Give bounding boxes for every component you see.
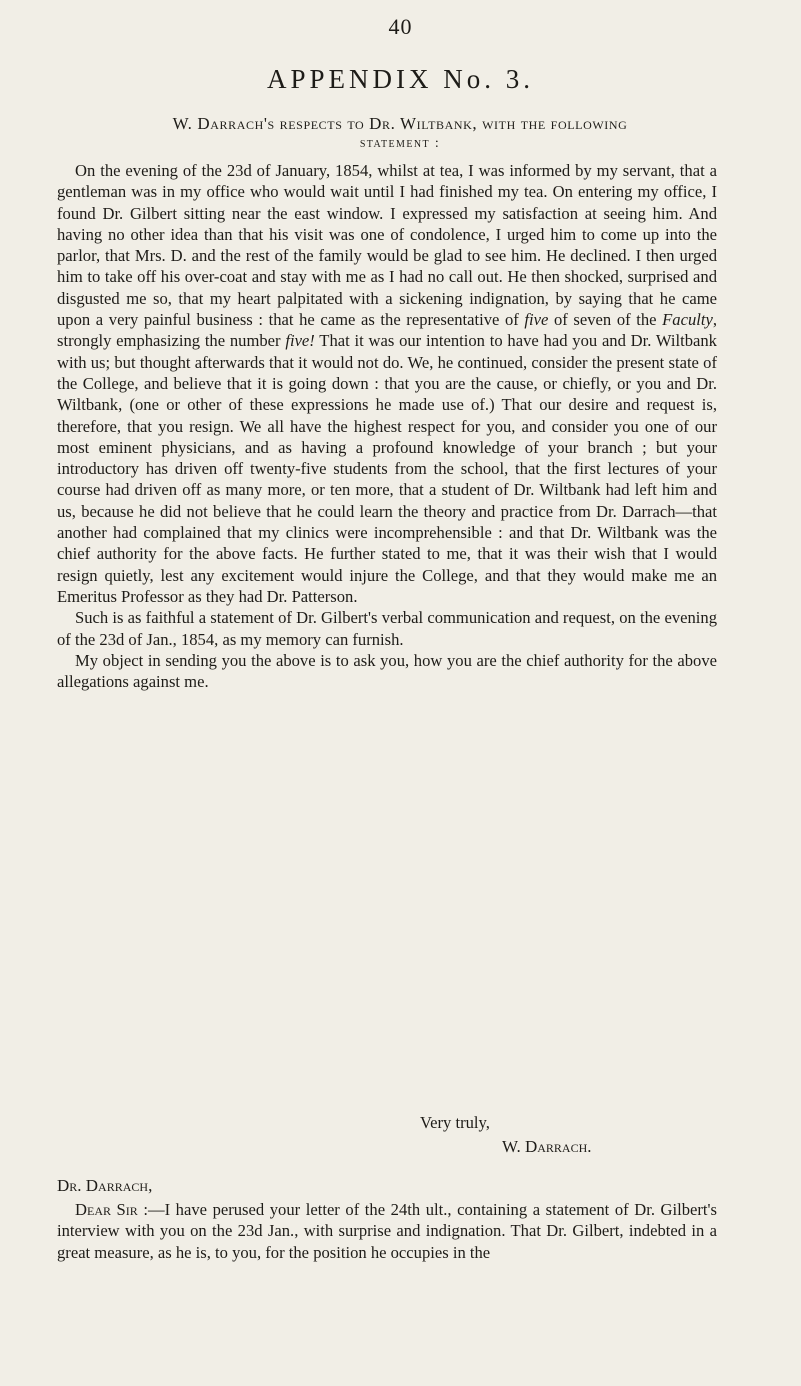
letter-heading-continued: statement : <box>359 136 441 151</box>
reply-addressee: Dr. Darrach, <box>57 1176 153 1195</box>
paragraph: Such is as faithful a statement of Dr. Gilbert's verbal communication and request, on the evening of the 23d of Jan., 1854, as my memory can furnish. <box>57 608 717 649</box>
letter-heading: W. Darrach's respects to Dr. Wiltbank, with the following <box>172 114 628 133</box>
letter-closing: Very truly, <box>420 1113 490 1132</box>
paragraph: My object in sending you the above is to ask you, how you are the chief authority for the above allegations against me. <box>57 650 717 692</box>
letter-body <box>57 160 717 692</box>
salutation: Dear Sir <box>75 1200 138 1219</box>
emphasis: five! <box>285 331 315 351</box>
emphasis: Faculty <box>662 310 713 330</box>
emphasis: five <box>524 310 549 330</box>
appendix-title: APPENDIX No. 3. <box>266 64 534 94</box>
paragraph: On the evening of the 23d of January, 1854, whilst at tea, I was informed by my servant, that a gentleman was in my office who would wait until I had finished my tea. On entering my office, I found Dr. Gilbert sitting near the east window. I expressed my satisfaction at seeing him. And having no other idea than that his visit was one of condolence, I urged him to come up into the parlor, that Mrs. D. and the rest of the family would be glad to see him. He declined. I then urged him to take off his over-coat and stay with me as I had no call out. He then shocked, surprised and disgusted me so, that my heart palpitated with a sickening indignation, by saying that he came upon a very painful business : that he came as the representative of five of seven of the Faculty, strongly emphasizing the number five! That it was our intention to have had you and Dr. Wiltbank with us; but thought afterwards that it would not do. We, he continued, consider the present state of the College, and believe that it is going down : that you are the cause, or chiefly, or you and Dr. Wiltbank, (one or other of these expressions he made use of.) That our desire and request is, therefore, that you resign. We all have the highest respect for you, and consider you one of our most eminent physicians, and as having a profound knowledge of your branch ; but your introductory has driven off twenty-five students from the school, that the first lectures of your course had driven off as many more, or ten more, that a student of Dr. Wiltbank had left him and us, because he did not believe that he could learn the theory and practice from Dr. Darrach—that another had complained that my clinics were incomprehensible : and that Dr. Wiltbank was the chief authority for the above facts. He further stated to me, that it was their wish that I would resign quietly, lest any excitement would injure the College, and that they would make me an Emeritus Professor as they had Dr. Patterson. <box>57 161 717 606</box>
paragraph: Dear Sir :—I have perused your letter of the 24th ult., containing a statement of Dr. Gilbert's interview with you on the 23d Jan., with surprise and indignation. That Dr. Gilbert, indebted in a great measure, as he is, to you, for the position he occupies in the <box>57 1200 717 1262</box>
letter-signature: W. Darrach. <box>502 1137 592 1156</box>
page-number: 40 <box>388 14 413 39</box>
reply-body <box>57 1199 717 1263</box>
